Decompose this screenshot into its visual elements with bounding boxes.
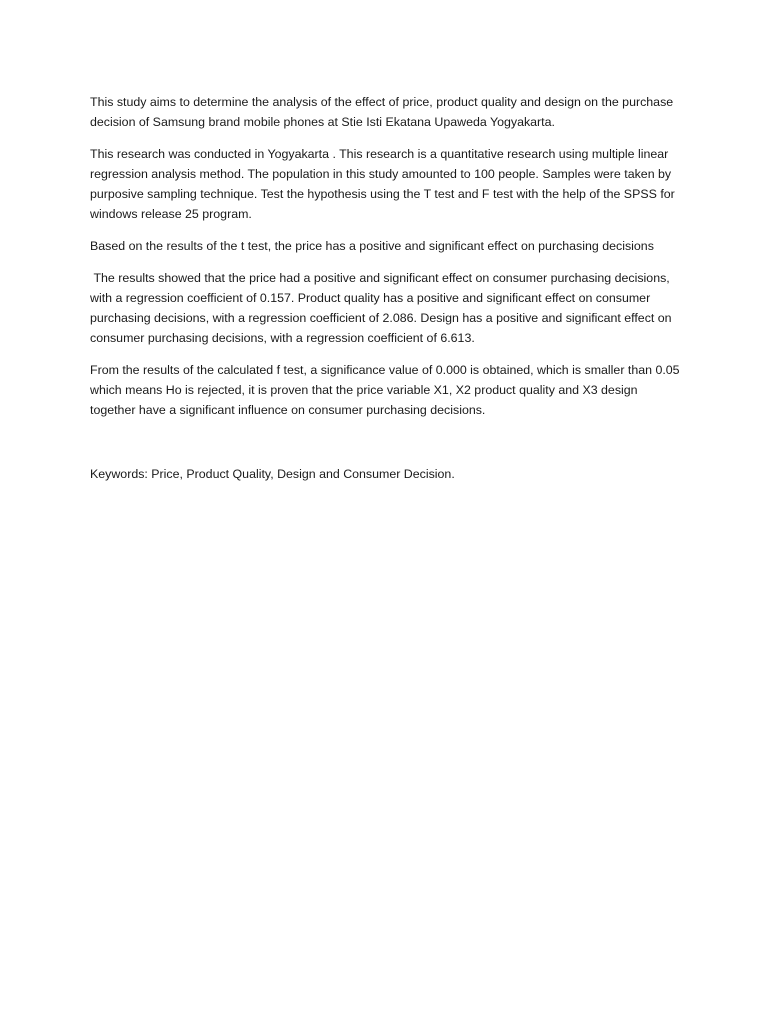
paragraph-t-test-summary: Based on the results of the t test, the price has a positive and significant effect on purchasing decisions: [90, 239, 654, 253]
paragraph-research-method: This research was conducted in Yogyakarta . This research is a quantitative research using multiple linear regression analysis method. The population in this study amounted to 100 people. Samples were taken by purposive sampling technique. Test the hypothesis using the T test and F test with the help of the SPSS for windows release 25 program.: [90, 147, 675, 221]
document-body: [90, 92, 680, 496]
paragraph-regression-results: The results showed that the price had a positive and significant effect on consumer purchasing decisions, with a regression coefficient of 0.157. Product quality has a positive and significant effect on consumer purchasing decisions, with a regression coefficient of 2.086. Design has a positive and significant effect on consumer purchasing decisions, with a regression coefficient of 6.613.: [90, 271, 676, 345]
paragraph-f-test-results: From the results of the calculated f test, a significance value of 0.000 is obtained, which is smaller than 0.05 which means Ho is rejected, it is proven that the price variable X1, X2 product quality and X3 design together have a significant influence on consumer purchasing decisions.: [90, 363, 680, 417]
paragraph-study-aim: This study aims to determine the analysis of the effect of price, product quality and design on the purchase decision of Samsung brand mobile phones at Stie Isti Ekatana Upaweda Yogyakarta.: [90, 95, 674, 129]
keywords-line: Keywords: Price, Product Quality, Design and Consumer Decision.: [90, 467, 455, 481]
